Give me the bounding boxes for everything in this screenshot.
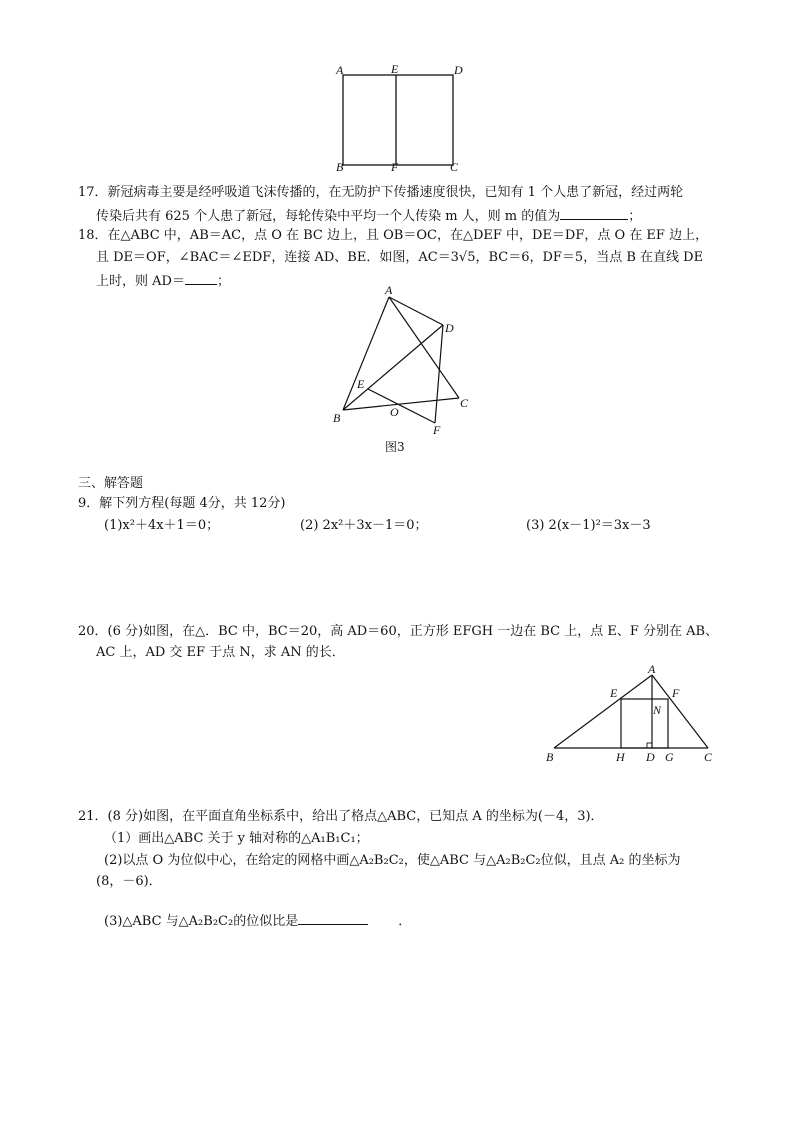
q17-line2-text: 传染后共有 625 个人患了新冠，每轮传染中平均一个人传染 m 人，则 m 的值为 [96,209,561,224]
q19-eq2: (2) 2x²＋3x－1＝0； [300,518,428,533]
q18-line3 [96,270,230,292]
label-e: E [391,62,399,76]
q19-eq3: (3) 2(x－1)²＝3x－3 [526,518,651,533]
label-c: C [450,160,459,174]
label-c: C [704,750,713,764]
q18-line1: 18．在△ABC 中，AB＝AC，点 O 在 BC 边上，且 OB＝OC，在△DEF 中，DE＝DF，点 O 在 EF 边上， [78,228,709,243]
q18-line3-end: ； [216,274,230,289]
label-a: A [336,63,344,77]
q19-title: 9．解下列方程(每题 4分，共 12分) [78,496,286,511]
segment-bc [343,398,459,410]
label-d: D [454,63,463,77]
label-b: B [336,160,344,174]
q19-eq1: (1)x²＋4x＋1＝0； [104,518,220,533]
section-heading: 三、解答题 [78,476,144,491]
label-h: H [616,750,625,764]
label-b: B [333,411,341,425]
q21-line3: (2)以点 O 为位似中心，在给定的网格中画△A₂B₂C₂，使△ABC 与△A₂B₂C₂位似，且点 A₂ 的坐标为 [104,853,681,868]
q17-line1: 17．新冠病毒主要是经呼吸道飞沫传播的，在无防护下传播速度很快，已知有 1 个人患了新冠，经过两轮 [78,185,684,200]
label-a: A [648,662,656,676]
q18-answer-blank[interactable] [185,270,217,285]
label-c: C [460,396,469,410]
label-e: E [610,686,618,700]
label-d: D [445,321,454,335]
segment-ab [343,297,389,410]
q17-line2 [96,205,641,227]
label-g: G [665,750,674,764]
figure-3 [325,280,485,440]
q17-line2-end: ； [628,209,642,224]
label-f: F [391,160,399,174]
segment-ad [389,297,443,325]
label-a: A [385,283,393,297]
figure-3-caption: 图3 [385,440,405,454]
label-f: F [433,423,441,437]
q21-line4: (8，－6)． [96,874,162,889]
q21-line2: （1）画出△ABC 关于 y 轴对称的△A₁B₁C₁； [104,831,369,846]
label-d: D [646,750,655,764]
q21-line5-text: (3)△ABC 与△A₂B₂C₂的位似比是 [104,914,299,929]
q20-line1: 20．(6 分)如图，在△．BC 中，BC＝20，高 AD＝60，正方形 EFGH 一边在 BC 上，点 E、F 分别在 AB、 [78,624,719,639]
segment-ac [389,297,459,398]
q17-answer-blank[interactable] [560,205,628,220]
figure-q20 [540,660,720,770]
label-b: B [546,750,554,764]
label-o: O [390,405,399,419]
label-f: F [672,686,680,700]
right-angle-mark [647,743,652,748]
q21-line1: 21．(8 分)如图，在平面直角坐标系中，给出了格点△ABC，已知点 A 的坐标为(－4，3)． [78,809,604,824]
label-n: N [653,703,662,717]
q21-line5-end: ． [398,914,412,929]
figure-rectangle [330,62,470,174]
label-e: E [357,377,365,391]
rectangle-abcd [343,75,453,165]
q21-answer-blank[interactable] [298,910,368,925]
segment-ab [554,675,652,748]
segment-db [343,325,443,410]
q18-line2: 且 DE＝OF，∠BAC＝∠EDF，连接 AD、BE．如图，AC＝3√5，BC＝6，DF＝5，当点 B 在直线 DE [96,250,704,265]
q21-line5 [104,910,411,932]
q18-line3-text: 上时，则 AD＝ [96,274,185,289]
q20-line2: AC 上，AD 交 EF 于点 N，求 AN 的长． [96,645,345,660]
